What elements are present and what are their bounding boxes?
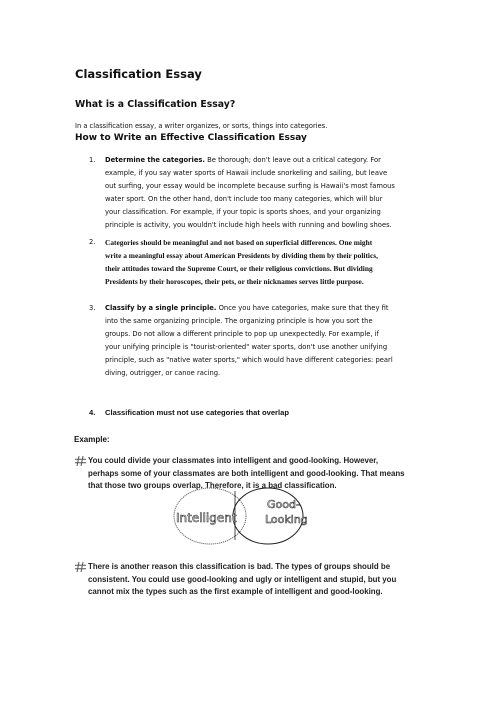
bullet-line: You could divide your classmates into intelligent and good-looking. However, (88, 456, 379, 465)
looking-label: Looking (265, 513, 308, 526)
item-line: Presidents by their horoscopes, their pets, or their nicknames serves little purpose. (105, 277, 364, 287)
list-number: 1. (89, 156, 96, 164)
item-line: into the same organizing principle. The organizing principle is how you sort the (105, 317, 373, 326)
item-line: your classification. For example, if your topic is sports shoes, and your organizing (105, 208, 381, 217)
overlap-diagram (172, 486, 312, 546)
item-line: Be thorough; don't leave out a critical category. For (205, 156, 381, 164)
item-text: Classification must not use categories that overlap (105, 408, 289, 417)
item-line: principle is activity, you wouldn't include high heels with running and bowling shoes. (105, 221, 392, 230)
intro-paragraph: In a classification essay, a writer organizes, or sorts, things into categories. (75, 122, 328, 130)
item-line: out surfing, your essay would be incomplete because surfing is Hawaii's most famous (105, 182, 395, 191)
list-number: 2. (89, 238, 96, 246)
hash-bullet-icon (75, 562, 86, 572)
item-line: write a meaningful essay about American Presidents by dividing them by their politics, (105, 251, 378, 261)
item-line: groups. Do not allow a different principle to pop up unexpectedly. For example, if (105, 330, 379, 339)
item-line: example, if you say water sports of Hawaii include snorkeling and sailing, but leave (105, 169, 388, 178)
item-lead: Classify by a single principle. (105, 304, 217, 312)
item-line: Once you have categories, make sure that they fit (216, 304, 389, 312)
item-line: diving, outrigger, or canoe racing. (105, 369, 221, 378)
item-lead: Determine the categories. (105, 156, 205, 164)
list-number: 4. (89, 408, 96, 417)
document-title: Classification Essay (75, 67, 202, 81)
item-line: their attitudes toward the Supreme Court, or their religious convictions. But dividing (105, 264, 373, 274)
list-number: 3. (89, 304, 96, 312)
good-label: Good- (267, 498, 300, 511)
section-heading: What is a Classification Essay? (75, 99, 236, 110)
item-line: Categories should be meaningful and not based on superficial differences. One might (105, 238, 373, 247)
list-item-4 (89, 408, 289, 417)
bullet-line: There is another reason this classification is bad. The types of groups should be (88, 562, 391, 571)
bullet-line: perhaps some of your classmates are both intelligent and good-looking. That means (88, 468, 405, 478)
example-label: Example: (74, 435, 110, 444)
bullet-line: that those two groups overlap. Therefore, it is a bad classification. (88, 481, 337, 491)
bullet-line: cannot mix the types such as the first example of intelligent and good-looking. (88, 587, 383, 597)
hash-bullet-icon (75, 456, 86, 466)
bullet-line: consistent. You could use good-looking and ugly or intelligent and stupid, but you (88, 574, 397, 584)
item-line: your unifying principle is "tourist-oriented" water sports, don't use another unifying (105, 343, 388, 352)
item-line: water sport. On the other hand, don't include too many categories, which will blur (105, 195, 383, 204)
howto-heading: How to Write an Effective Classification Essay (75, 133, 307, 143)
intelligent-label: Intelligent (176, 511, 237, 525)
item-line: principle, such as "native water sports," which would have different categories: pearl (105, 356, 393, 365)
